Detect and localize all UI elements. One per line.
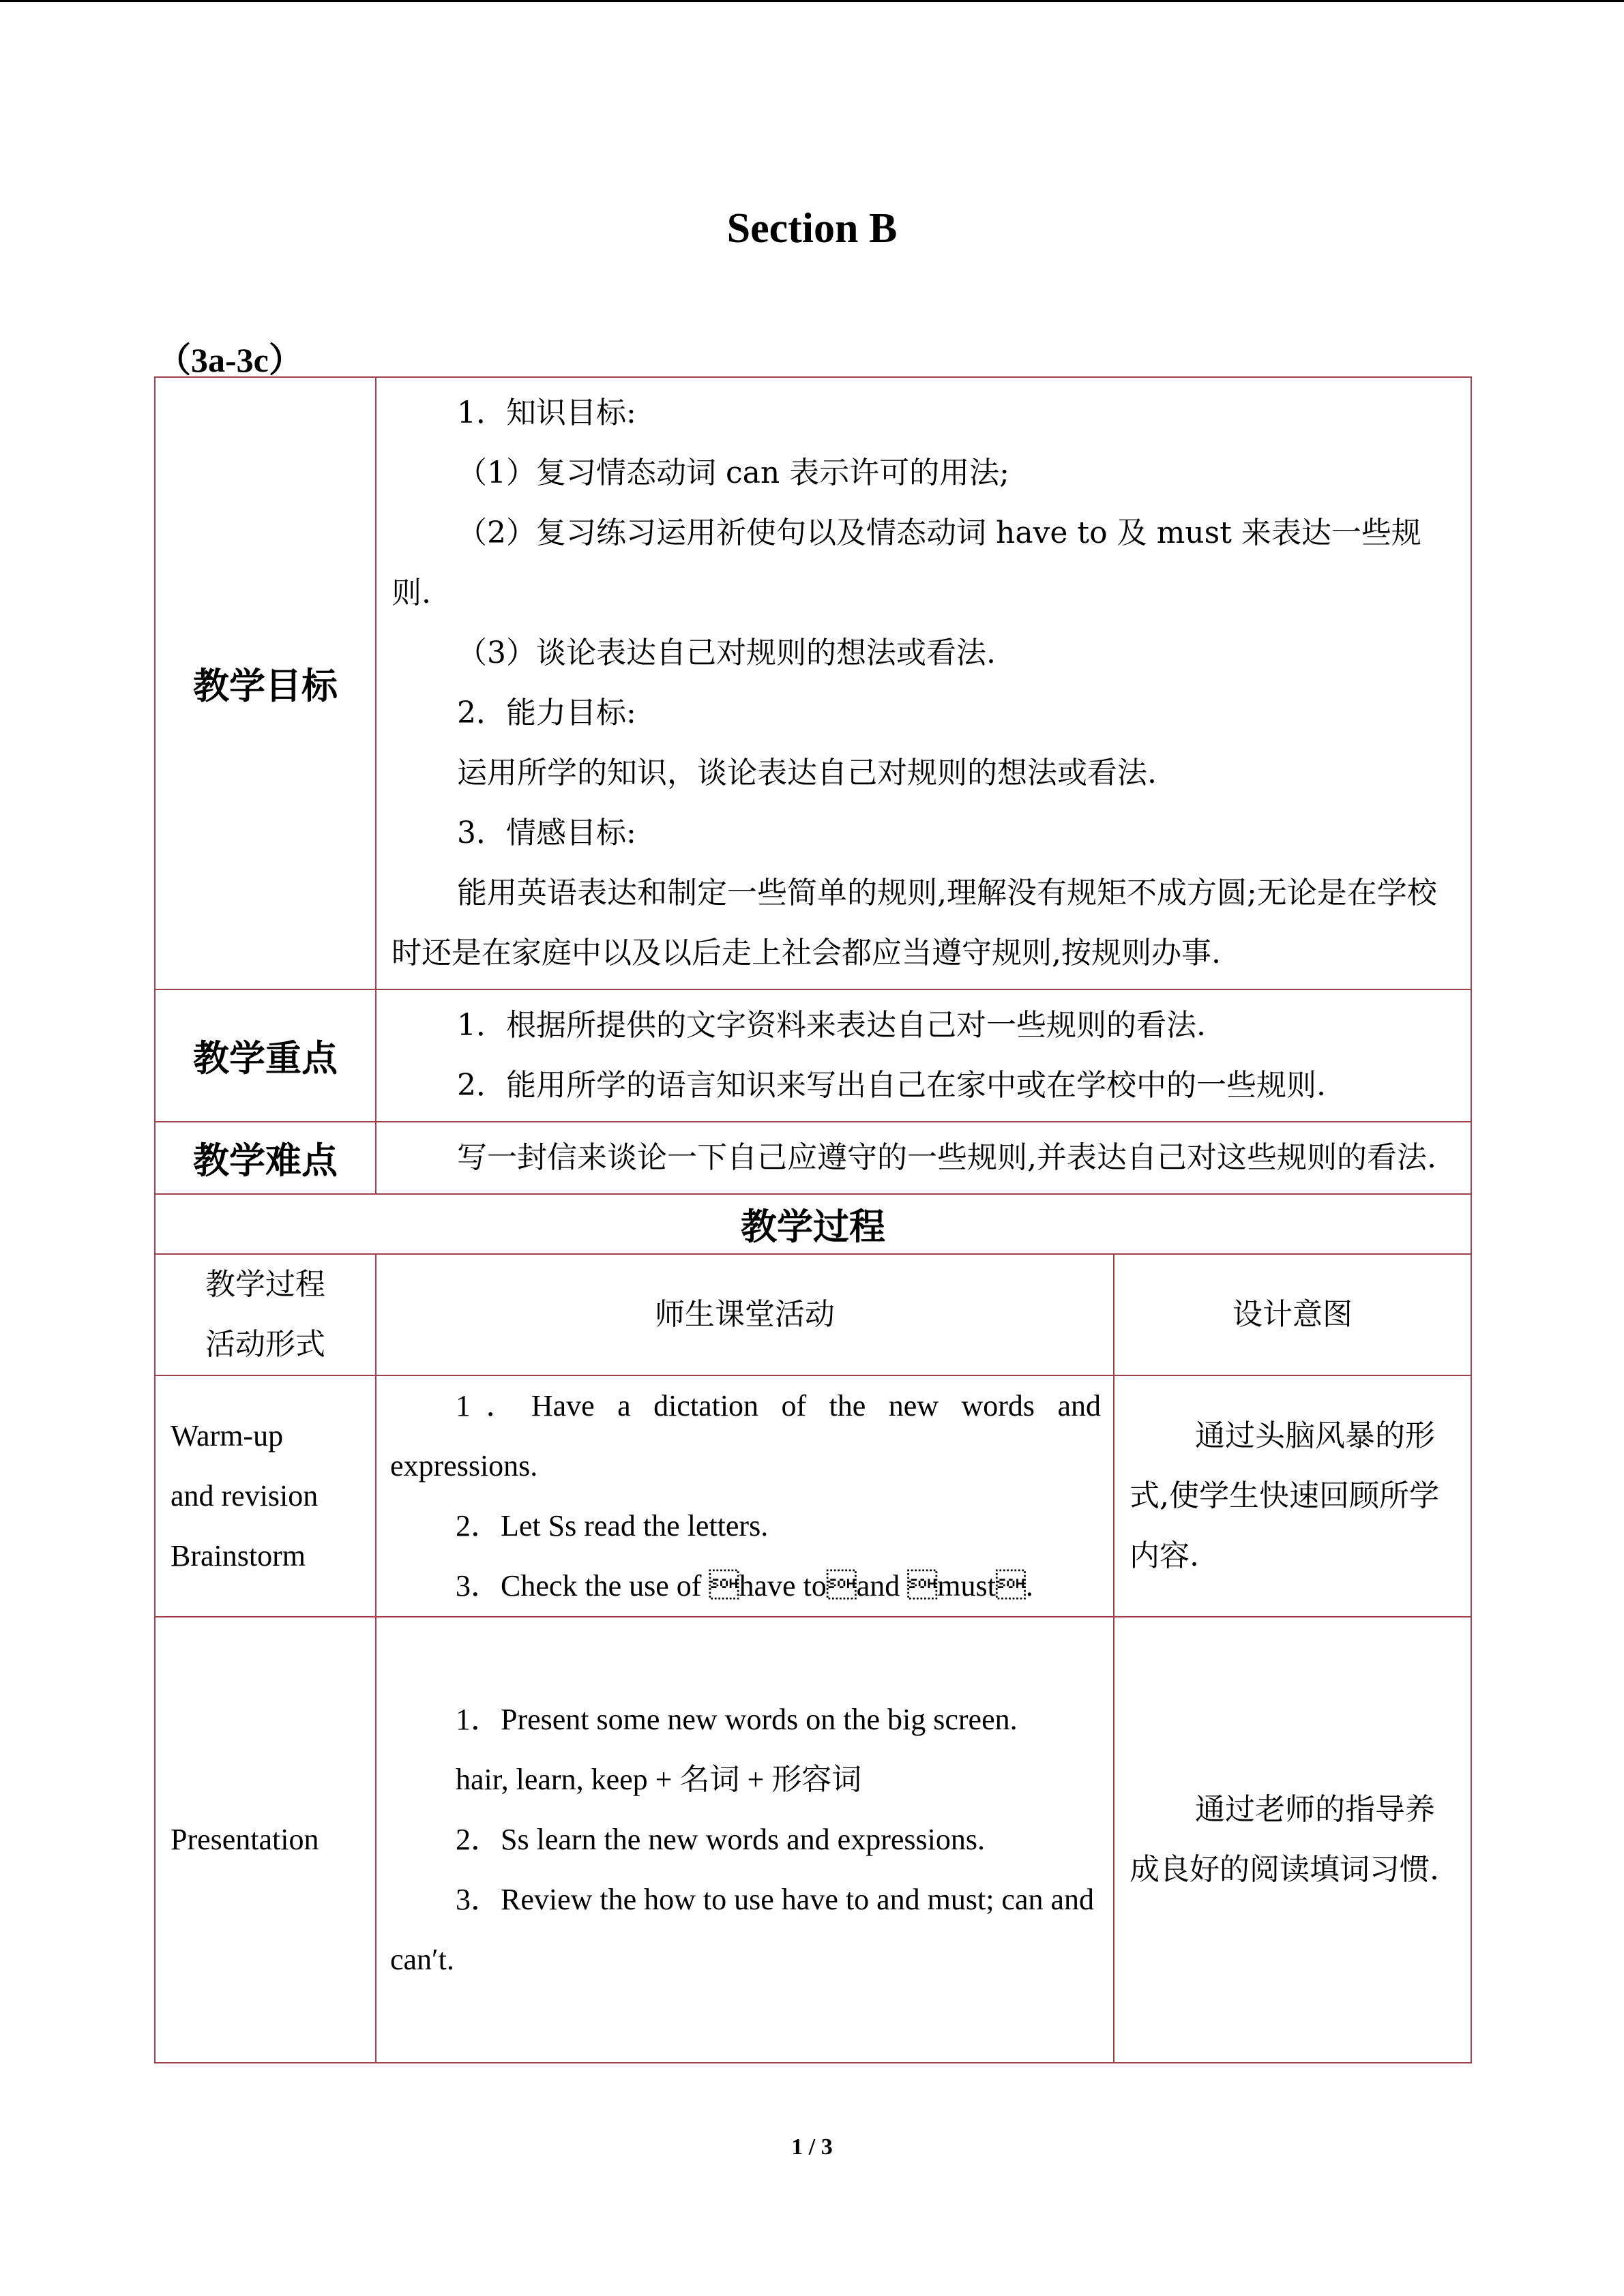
goals-line: （3）谈论表达自己对规则的想法或看法.	[457, 636, 996, 670]
difficulties-row	[155, 1122, 1471, 1194]
stage-line: Presentation	[171, 1823, 319, 1856]
stage-line: Warm-up	[171, 1419, 284, 1452]
key-points-row	[155, 989, 1471, 1122]
process-row	[155, 1617, 1471, 2063]
key-point-line: 1．根据所提供的文字资料来表达自己对一些规则的看法.	[457, 1008, 1206, 1043]
key-points-content	[376, 989, 1471, 1122]
column-header-stage-line2: 活动形式	[205, 1327, 325, 1362]
column-header-stage	[155, 1254, 376, 1375]
section-subtitle: （3a-3c）	[157, 341, 303, 379]
process-row	[155, 1375, 1471, 1617]
intent-cell	[1114, 1617, 1471, 2063]
intent-cell	[1114, 1375, 1471, 1617]
activity-cell	[376, 1375, 1114, 1617]
stage-cell	[155, 1617, 376, 2063]
page-title: Section B	[726, 205, 898, 252]
activity-line: 2．Let Ss read the letters.	[456, 1509, 769, 1542]
activity-line: 2．Ss learn the new words and expressions.	[456, 1823, 985, 1856]
column-header-stage-line1: 教学过程	[205, 1267, 325, 1302]
goals-line: 1．知识目标:	[457, 396, 636, 430]
page-number: 1 / 3	[791, 2134, 833, 2160]
activity-cell	[376, 1617, 1114, 2063]
column-header-activity: 师生课堂活动	[376, 1254, 1114, 1375]
intent-text: 通过头脑风暴的形式,使学生快速回顾所学内容.	[1130, 1418, 1439, 1573]
activity-line: 1．Have a dictation of the new words and expressions.	[390, 1389, 1101, 1482]
goals-line: 运用所学的知识，谈论表达自己对规则的想法或看法.	[457, 756, 1157, 790]
column-header-intent: 设计意图	[1114, 1254, 1471, 1375]
process-heading: 教学过程	[155, 1194, 1471, 1254]
top-border-line	[0, 0, 1624, 2]
key-points-label: 教学重点	[155, 989, 376, 1122]
process-column-headers	[155, 1254, 1471, 1375]
difficulties-content	[376, 1122, 1471, 1194]
stage-line: and revision	[171, 1479, 319, 1512]
goals-line: 2．能力目标:	[457, 696, 636, 730]
goals-line: 3．情感目标:	[457, 816, 636, 850]
goals-line: 能用英语表达和制定一些简单的规则,理解没有规矩不成方圆;无论是在学校时还是在家庭中以及以后走上社会都应当遵守规则,按规则办事.	[392, 876, 1437, 970]
activity-line: 3．Review the how to use have to and must; can and can′t.	[390, 1883, 1095, 1976]
key-point-line: 2．能用所学的语言知识来写出自己在家中或在学校中的一些规则.	[457, 1068, 1326, 1103]
intent-text: 通过老师的指导养成良好的阅读填词习惯.	[1130, 1792, 1439, 1887]
activity-line: hair, learn, keep + 名词 + 形容词	[456, 1763, 862, 1796]
goals-line: （1）复习情态动词 can 表示许可的用法;	[457, 456, 1010, 490]
goals-label: 教学目标	[155, 377, 376, 989]
stage-cell	[155, 1375, 376, 1617]
stage-line: Brainstorm	[171, 1539, 306, 1572]
difficulties-text: 写一封信来谈论一下自己应遵守的一些规则,并表达自己对这些规则的看法.	[457, 1140, 1436, 1175]
activity-line: 3．Check the use of have toand must.	[456, 1569, 1033, 1602]
goals-content	[376, 377, 1471, 989]
goals-line: （2）复习练习运用祈使句以及情态动词 have to 及 must 来表达一些规则.	[392, 516, 1421, 610]
process-heading-row	[155, 1194, 1471, 1254]
activity-line: 1．Present some new words on the big screen.	[456, 1703, 1018, 1736]
difficulties-label: 教学难点	[155, 1122, 376, 1194]
goals-row	[155, 377, 1471, 989]
lesson-plan-table	[154, 376, 1472, 2063]
